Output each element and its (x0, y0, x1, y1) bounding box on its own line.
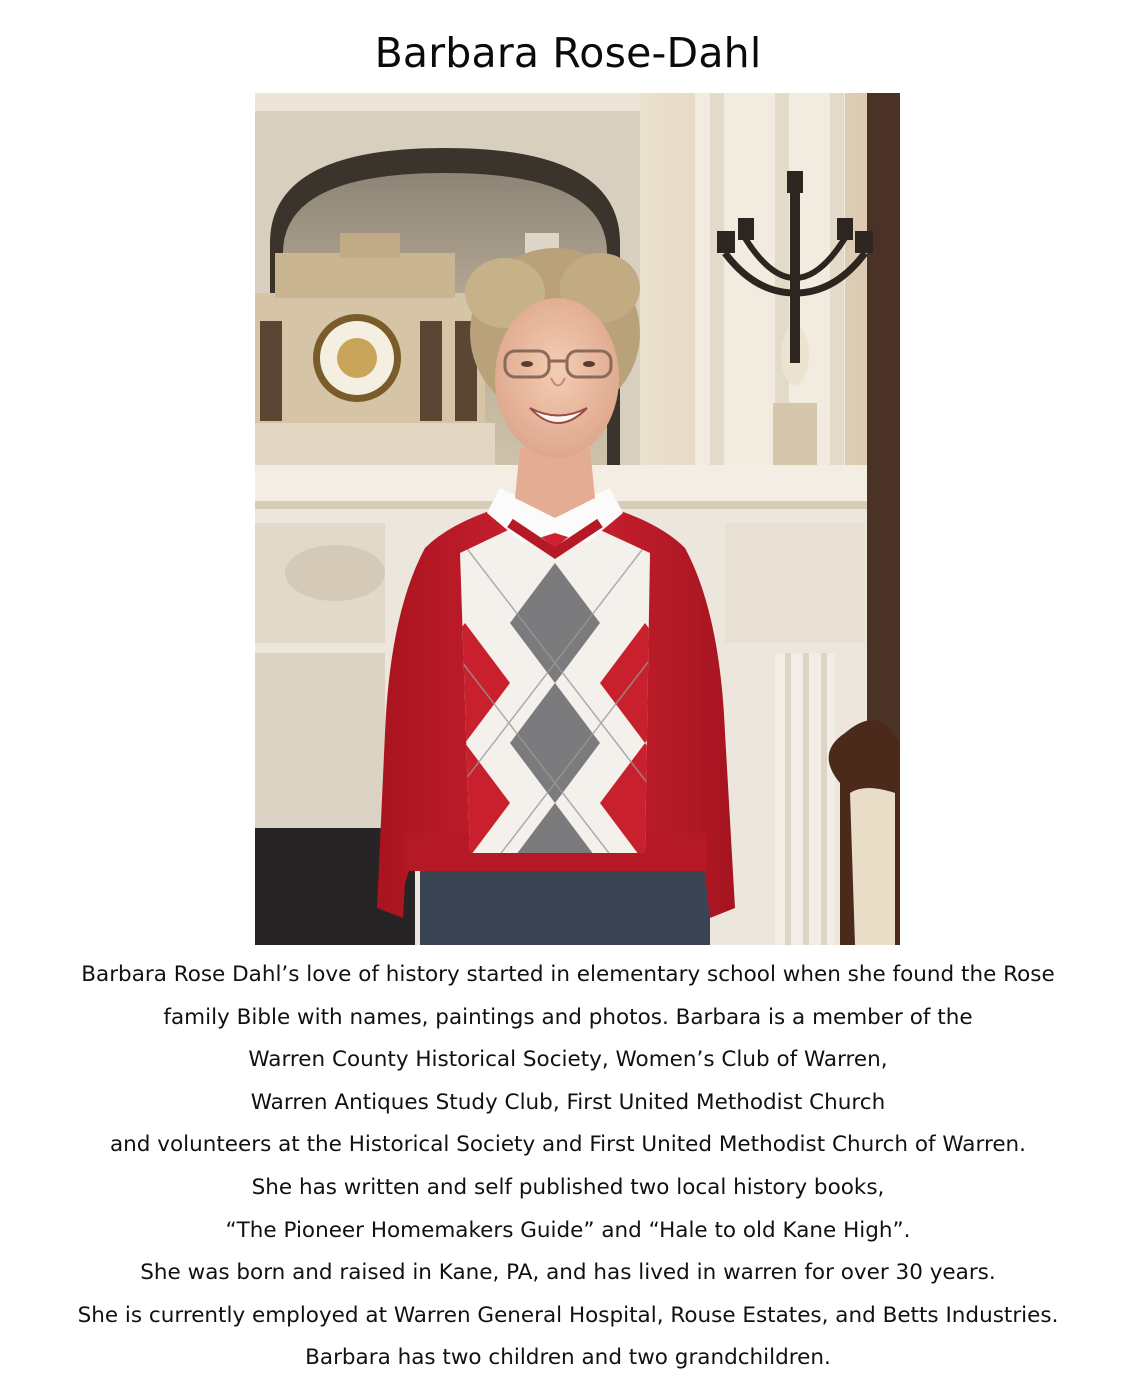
portrait-illustration (255, 93, 900, 945)
bio-line: and volunteers at the Historical Society and First United Methodist Church of Warren. (109, 1132, 1027, 1158)
bio-line: Barbara Rose Dahl’s love of history started in elementary school when she found the Rose (81, 962, 1055, 987)
page-title: Barbara Rose-Dahl (374, 29, 762, 77)
bio-line: She is currently employed at Warren General Hospital, Rouse Estates, and Betts Industries. (77, 1302, 1059, 1328)
bio-line: She has written and self published two local history books, (251, 1174, 885, 1200)
bio-paragraph (0, 954, 1136, 1380)
bio-line: Barbara has two children and two grandchildren. (305, 1345, 831, 1371)
bio-line: family Bible with names, paintings and photos. Barbara is a member of the (163, 1004, 973, 1030)
portrait-photo (255, 93, 900, 945)
bio-line: Warren Antiques Study Club, First United Methodist Church (250, 1089, 886, 1115)
bio-line: Warren County Historical Society, Women’s Club of Warren, (248, 1047, 888, 1073)
bio-line: She was born and raised in Kane, PA, and has lived in warren for over 30 years. (140, 1260, 996, 1286)
bio-line: “The Pioneer Homemakers Guide” and “Hale to old Kane High”. (225, 1217, 911, 1243)
